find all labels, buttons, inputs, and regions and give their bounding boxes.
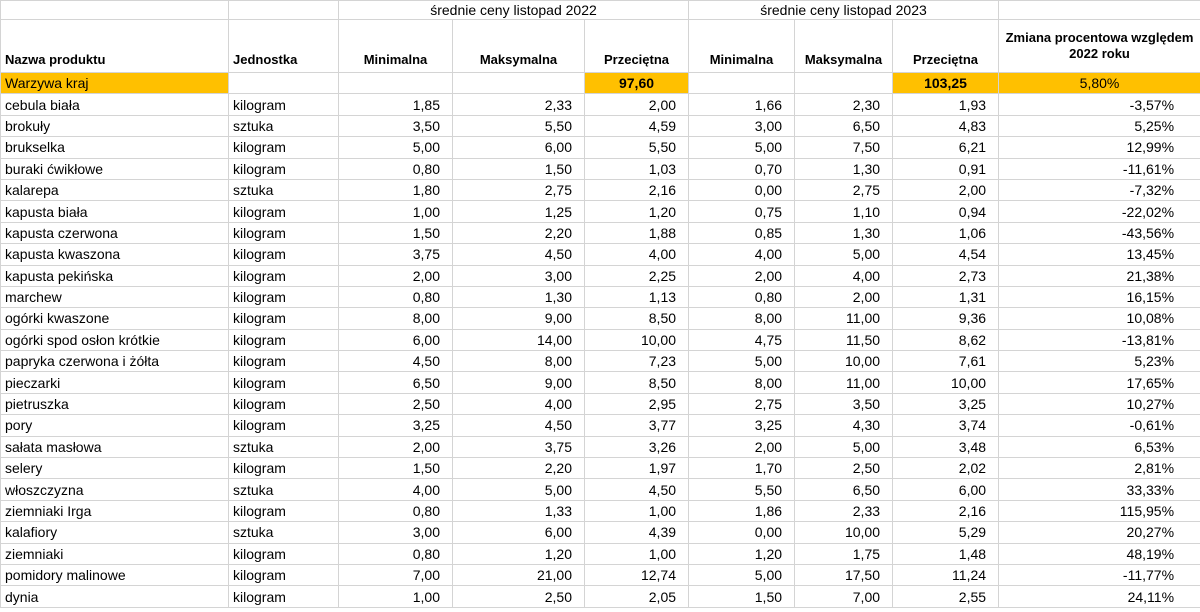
max-price-2023: 6,50: [795, 479, 893, 500]
percent-change: -22,02%: [999, 201, 1200, 222]
max-price-2022: 4,50: [453, 244, 585, 265]
table-row: [1, 329, 1200, 350]
max-price-2022: 2,75: [453, 179, 585, 200]
unit: kilogram: [229, 351, 339, 372]
min-price-2023: 5,50: [689, 479, 795, 500]
product-name: kapusta kwaszona: [1, 244, 229, 265]
category-row: [1, 73, 1200, 94]
table-row: [1, 564, 1200, 585]
table-row: [1, 500, 1200, 521]
avg-price-2023: 6,00: [893, 479, 999, 500]
unit: kilogram: [229, 543, 339, 564]
avg-price-2023: 4,83: [893, 115, 999, 136]
percent-change: -3,57%: [999, 94, 1200, 115]
max-price-2023: 2,00: [795, 286, 893, 307]
max-price-2023: 5,00: [795, 436, 893, 457]
percent-change: 17,65%: [999, 372, 1200, 393]
min-price-2023: 4,00: [689, 244, 795, 265]
empty-cell: [453, 73, 585, 94]
empty-cell: [1, 1, 229, 20]
max-price-2023: 5,00: [795, 244, 893, 265]
min-price-2023: 5,00: [689, 351, 795, 372]
product-name: kapusta czerwona: [1, 222, 229, 243]
product-name: buraki ćwikłowe: [1, 158, 229, 179]
percent-change: 20,27%: [999, 522, 1200, 543]
avg-price-2022: 1,97: [585, 458, 689, 479]
unit: kilogram: [229, 286, 339, 307]
percent-change: 12,99%: [999, 137, 1200, 158]
product-name: ogórki spod osłon krótkie: [1, 329, 229, 350]
product-name: pieczarki: [1, 372, 229, 393]
product-name: sałata masłowa: [1, 436, 229, 457]
avg-price-2023: 2,55: [893, 586, 999, 607]
percent-change: -13,81%: [999, 329, 1200, 350]
percent-change: -0,61%: [999, 415, 1200, 436]
percent-change: -43,56%: [999, 222, 1200, 243]
table-row: [1, 351, 1200, 372]
table-row: [1, 244, 1200, 265]
product-name: kalafiory: [1, 522, 229, 543]
product-name: kapusta biała: [1, 201, 229, 222]
max-price-2023: 10,00: [795, 522, 893, 543]
unit: kilogram: [229, 222, 339, 243]
max-price-2022: 14,00: [453, 329, 585, 350]
min-price-2023: 1,66: [689, 94, 795, 115]
min-price-2022: 6,50: [339, 372, 453, 393]
table-row: [1, 115, 1200, 136]
avg-price-2022: 1,00: [585, 543, 689, 564]
unit: kilogram: [229, 415, 339, 436]
max-price-2023: 2,30: [795, 94, 893, 115]
min-price-2022: 4,00: [339, 479, 453, 500]
percent-change: 48,19%: [999, 543, 1200, 564]
avg-price-2022: 2,05: [585, 586, 689, 607]
table-row: [1, 222, 1200, 243]
max-price-2023: 7,00: [795, 586, 893, 607]
percent-change: 5,25%: [999, 115, 1200, 136]
avg-price-2022: 8,50: [585, 308, 689, 329]
avg-price-2023: 3,25: [893, 393, 999, 414]
avg-price-2022: 2,25: [585, 265, 689, 286]
min-price-2022: 3,25: [339, 415, 453, 436]
product-name: pory: [1, 415, 229, 436]
empty-cell: [689, 73, 795, 94]
min-price-2022: 4,50: [339, 351, 453, 372]
percent-change: -7,32%: [999, 179, 1200, 200]
max-price-2023: 11,50: [795, 329, 893, 350]
avg-price-2023: 9,36: [893, 308, 999, 329]
min-price-2022: 3,50: [339, 115, 453, 136]
unit: kilogram: [229, 265, 339, 286]
min-price-2023: 2,00: [689, 265, 795, 286]
max-price-2022: 6,00: [453, 522, 585, 543]
min-price-2022: 3,00: [339, 522, 453, 543]
min-price-2023: 4,75: [689, 329, 795, 350]
max-price-2022: 2,20: [453, 222, 585, 243]
max-price-2022: 21,00: [453, 564, 585, 585]
max-price-2022: 4,50: [453, 415, 585, 436]
unit: kilogram: [229, 201, 339, 222]
avg-price-2023: 6,21: [893, 137, 999, 158]
unit: kilogram: [229, 308, 339, 329]
product-name: ziemniaki Irga: [1, 500, 229, 521]
min-price-2023: 1,50: [689, 586, 795, 607]
avg-price-2022: 1,20: [585, 201, 689, 222]
max-price-2023: 4,30: [795, 415, 893, 436]
avg-price-2022: 2,16: [585, 179, 689, 200]
product-name: brukselka: [1, 137, 229, 158]
unit: kilogram: [229, 586, 339, 607]
avg-price-2022: 4,39: [585, 522, 689, 543]
max-price-2023: 1,75: [795, 543, 893, 564]
avg-price-2022: 1,03: [585, 158, 689, 179]
percent-change: 2,81%: [999, 458, 1200, 479]
table-row: [1, 543, 1200, 564]
avg-price-2022: 1,13: [585, 286, 689, 307]
min-price-2023: 0,75: [689, 201, 795, 222]
min-price-2022: 5,00: [339, 137, 453, 158]
avg-price-2023: 1,31: [893, 286, 999, 307]
unit: sztuka: [229, 115, 339, 136]
percent-change: 33,33%: [999, 479, 1200, 500]
percent-change: 10,27%: [999, 393, 1200, 414]
min-price-2023: 1,86: [689, 500, 795, 521]
avg-price-2023: 2,73: [893, 265, 999, 286]
avg-price-2022: 1,88: [585, 222, 689, 243]
min-price-2023: 2,00: [689, 436, 795, 457]
min-price-2023: 0,85: [689, 222, 795, 243]
table-row: [1, 308, 1200, 329]
unit: kilogram: [229, 372, 339, 393]
product-name: pomidory malinowe: [1, 564, 229, 585]
min-price-2022: 1,00: [339, 586, 453, 607]
min-price-2023: 0,00: [689, 522, 795, 543]
max-price-2023: 6,50: [795, 115, 893, 136]
avg-price-2023: 1,93: [893, 94, 999, 115]
avg-price-2022: 8,50: [585, 372, 689, 393]
min-price-2022: 0,80: [339, 500, 453, 521]
product-name: selery: [1, 458, 229, 479]
table-row: [1, 179, 1200, 200]
min-price-2022: 1,00: [339, 201, 453, 222]
min-price-2023: 2,75: [689, 393, 795, 414]
max-price-2022: 4,00: [453, 393, 585, 414]
avg-price-2022: 7,23: [585, 351, 689, 372]
table-row: [1, 458, 1200, 479]
product-name: włoszczyzna: [1, 479, 229, 500]
min-price-2022: 8,00: [339, 308, 453, 329]
column-header-avg-2022: Przeciętna: [585, 20, 689, 73]
avg-price-2023: 2,02: [893, 458, 999, 479]
max-price-2022: 3,00: [453, 265, 585, 286]
table-row: [1, 94, 1200, 115]
percent-change: 5,23%: [999, 351, 1200, 372]
min-price-2022: 7,00: [339, 564, 453, 585]
max-price-2023: 10,00: [795, 351, 893, 372]
avg-price-2022: 3,26: [585, 436, 689, 457]
min-price-2023: 1,20: [689, 543, 795, 564]
min-price-2022: 0,80: [339, 286, 453, 307]
percent-change: 24,11%: [999, 586, 1200, 607]
max-price-2023: 4,00: [795, 265, 893, 286]
max-price-2023: 11,00: [795, 308, 893, 329]
min-price-2022: 1,50: [339, 458, 453, 479]
max-price-2023: 11,00: [795, 372, 893, 393]
avg-price-2023: 2,00: [893, 179, 999, 200]
avg-price-2022: 10,00: [585, 329, 689, 350]
max-price-2023: 1,30: [795, 222, 893, 243]
empty-cell: [999, 1, 1200, 20]
percent-change: 16,15%: [999, 286, 1200, 307]
min-price-2023: 3,25: [689, 415, 795, 436]
unit: kilogram: [229, 458, 339, 479]
avg-price-2022: 3,77: [585, 415, 689, 436]
percent-change: 6,53%: [999, 436, 1200, 457]
percent-change: -11,61%: [999, 158, 1200, 179]
category-name: Warzywa kraj: [1, 73, 229, 94]
max-price-2022: 2,20: [453, 458, 585, 479]
table-row: [1, 479, 1200, 500]
min-price-2023: 1,70: [689, 458, 795, 479]
product-name: brokuły: [1, 115, 229, 136]
min-price-2023: 8,00: [689, 372, 795, 393]
table-row: [1, 372, 1200, 393]
max-price-2022: 3,75: [453, 436, 585, 457]
avg-price-2023: 3,48: [893, 436, 999, 457]
avg-price-2023: 7,61: [893, 351, 999, 372]
table-row: [1, 265, 1200, 286]
empty-cell: [339, 73, 453, 94]
avg-price-2022: 4,59: [585, 115, 689, 136]
category-change: 5,80%: [999, 73, 1200, 94]
avg-price-2023: 5,29: [893, 522, 999, 543]
table-row: [1, 436, 1200, 457]
max-price-2023: 2,33: [795, 500, 893, 521]
avg-price-2022: 12,74: [585, 564, 689, 585]
avg-price-2022: 2,00: [585, 94, 689, 115]
table-row: [1, 415, 1200, 436]
table-row: [1, 586, 1200, 607]
group-header-2022: średnie ceny listopad 2022: [339, 1, 689, 20]
avg-price-2023: 0,91: [893, 158, 999, 179]
min-price-2022: 0,80: [339, 158, 453, 179]
max-price-2022: 1,30: [453, 286, 585, 307]
max-price-2023: 2,50: [795, 458, 893, 479]
min-price-2022: 1,85: [339, 94, 453, 115]
max-price-2022: 5,00: [453, 479, 585, 500]
group-header-row: [1, 1, 1200, 20]
max-price-2022: 1,25: [453, 201, 585, 222]
column-header-name: Nazwa produktu: [1, 20, 229, 73]
max-price-2022: 1,20: [453, 543, 585, 564]
unit: kilogram: [229, 137, 339, 158]
product-name: kapusta pekińska: [1, 265, 229, 286]
max-price-2023: 3,50: [795, 393, 893, 414]
unit: kilogram: [229, 158, 339, 179]
product-name: ziemniaki: [1, 543, 229, 564]
group-header-2023: średnie ceny listopad 2023: [689, 1, 999, 20]
unit: sztuka: [229, 479, 339, 500]
percent-change: -11,77%: [999, 564, 1200, 585]
unit: kilogram: [229, 564, 339, 585]
max-price-2023: 7,50: [795, 137, 893, 158]
min-price-2022: 0,80: [339, 543, 453, 564]
unit: kilogram: [229, 393, 339, 414]
max-price-2022: 8,00: [453, 351, 585, 372]
column-header-change: Zmiana procentowa względem 2022 roku: [999, 20, 1200, 73]
empty-cell: [229, 1, 339, 20]
avg-price-2023: 2,16: [893, 500, 999, 521]
max-price-2022: 6,00: [453, 137, 585, 158]
min-price-2022: 2,00: [339, 265, 453, 286]
product-name: dynia: [1, 586, 229, 607]
max-price-2022: 5,50: [453, 115, 585, 136]
max-price-2022: 9,00: [453, 372, 585, 393]
column-header-max-2022: Maksymalna: [453, 20, 585, 73]
avg-price-2022: 2,95: [585, 393, 689, 414]
percent-change: 115,95%: [999, 500, 1200, 521]
min-price-2022: 1,80: [339, 179, 453, 200]
max-price-2023: 1,30: [795, 158, 893, 179]
avg-price-2023: 4,54: [893, 244, 999, 265]
product-name: ogórki kwaszone: [1, 308, 229, 329]
column-header-row: [1, 20, 1200, 73]
min-price-2023: 5,00: [689, 137, 795, 158]
unit: kilogram: [229, 94, 339, 115]
min-price-2022: 2,50: [339, 393, 453, 414]
min-price-2023: 0,70: [689, 158, 795, 179]
percent-change: 10,08%: [999, 308, 1200, 329]
table-row: [1, 158, 1200, 179]
avg-price-2023: 1,06: [893, 222, 999, 243]
table-row: [1, 522, 1200, 543]
min-price-2023: 0,00: [689, 179, 795, 200]
max-price-2023: 2,75: [795, 179, 893, 200]
percent-change: 21,38%: [999, 265, 1200, 286]
min-price-2023: 0,80: [689, 286, 795, 307]
unit: sztuka: [229, 522, 339, 543]
unit: kilogram: [229, 244, 339, 265]
max-price-2022: 2,33: [453, 94, 585, 115]
column-header-min-2022: Minimalna: [339, 20, 453, 73]
avg-price-2023: 1,48: [893, 543, 999, 564]
table-row: [1, 393, 1200, 414]
column-header-max-2023: Maksymalna: [795, 20, 893, 73]
avg-price-2023: 10,00: [893, 372, 999, 393]
min-price-2022: 2,00: [339, 436, 453, 457]
category-avg-2023: 103,25: [893, 73, 999, 94]
column-header-avg-2023: Przeciętna: [893, 20, 999, 73]
table-row: [1, 286, 1200, 307]
min-price-2023: 3,00: [689, 115, 795, 136]
min-price-2023: 8,00: [689, 308, 795, 329]
table-row: [1, 137, 1200, 158]
avg-price-2022: 4,00: [585, 244, 689, 265]
empty-cell: [229, 73, 339, 94]
avg-price-2022: 5,50: [585, 137, 689, 158]
product-name: papryka czerwona i żółta: [1, 351, 229, 372]
unit: sztuka: [229, 436, 339, 457]
avg-price-2022: 4,50: [585, 479, 689, 500]
percent-change: 13,45%: [999, 244, 1200, 265]
empty-cell: [795, 73, 893, 94]
min-price-2022: 6,00: [339, 329, 453, 350]
unit: kilogram: [229, 329, 339, 350]
unit: kilogram: [229, 500, 339, 521]
max-price-2023: 1,10: [795, 201, 893, 222]
unit: sztuka: [229, 179, 339, 200]
avg-price-2023: 11,24: [893, 564, 999, 585]
product-name: kalarepa: [1, 179, 229, 200]
min-price-2023: 5,00: [689, 564, 795, 585]
table-row: [1, 201, 1200, 222]
column-header-min-2023: Minimalna: [689, 20, 795, 73]
max-price-2022: 1,50: [453, 158, 585, 179]
max-price-2022: 9,00: [453, 308, 585, 329]
product-name: marchew: [1, 286, 229, 307]
product-name: pietruszka: [1, 393, 229, 414]
category-avg-2022: 97,60: [585, 73, 689, 94]
max-price-2022: 2,50: [453, 586, 585, 607]
min-price-2022: 3,75: [339, 244, 453, 265]
avg-price-2023: 0,94: [893, 201, 999, 222]
avg-price-2022: 1,00: [585, 500, 689, 521]
min-price-2022: 1,50: [339, 222, 453, 243]
max-price-2022: 1,33: [453, 500, 585, 521]
avg-price-2023: 8,62: [893, 329, 999, 350]
avg-price-2023: 3,74: [893, 415, 999, 436]
column-header-unit: Jednostka: [229, 20, 339, 73]
max-price-2023: 17,50: [795, 564, 893, 585]
product-name: cebula biała: [1, 94, 229, 115]
